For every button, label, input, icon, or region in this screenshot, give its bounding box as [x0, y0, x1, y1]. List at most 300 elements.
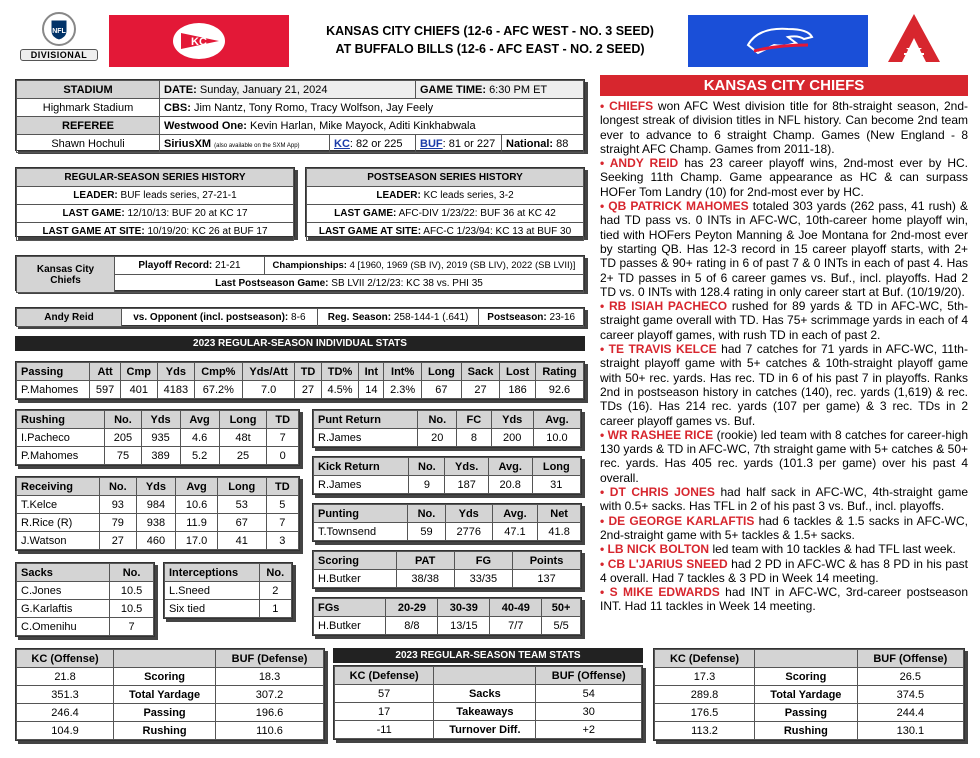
post-series-title: POSTSEASON SERIES HISTORY: [307, 169, 584, 187]
bullet-icon: •: [600, 485, 610, 500]
scoring-header: Points: [513, 552, 581, 570]
date-label: DATE:: [164, 83, 197, 96]
bottom_right-cell: Scoring: [755, 668, 858, 686]
individual-stats-title: 2023 REGULAR-SEASON INDIVIDUAL STATS: [15, 336, 585, 351]
fgs-header: FGs: [314, 599, 386, 617]
punting-header: No.: [408, 505, 446, 523]
receiving-cell: 5: [266, 496, 298, 514]
bills-logo-block: [688, 15, 868, 67]
rushing-header: Rushing: [17, 411, 105, 429]
passing-header: TD: [295, 363, 321, 381]
rushing-table: [15, 409, 300, 466]
receiving-header: TD: [266, 478, 298, 496]
stadium-label: STADIUM: [17, 81, 160, 99]
bottom_right-cell: 244.4: [857, 704, 963, 722]
bottom_left-row: [17, 704, 324, 722]
bottom_mid-row: [335, 721, 642, 739]
punt_ret-header: Punt Return: [314, 411, 418, 429]
passing-cell: 92.6: [535, 381, 583, 399]
kick_ret-cell: 20.8: [488, 476, 532, 494]
bottom_right-cell: 289.8: [655, 686, 755, 704]
bottom_right-cell: 26.5: [857, 668, 963, 686]
scoring-table: [312, 550, 582, 589]
rushing-header: TD: [267, 411, 299, 429]
bottom_left-cell: Total Yardage: [114, 686, 216, 704]
bottom_left-header: [114, 650, 216, 668]
bottom_right-cell: 130.1: [857, 722, 963, 740]
fgs-cell: 5/5: [542, 617, 581, 635]
bottom_mid-cell: Sacks: [434, 685, 536, 703]
referee-name: Shawn Hochuli: [17, 135, 160, 153]
receiving-cell: 10.6: [176, 496, 217, 514]
rushing-row: [17, 447, 299, 465]
note-text: won AFC West division title for 8th-straight season, 2nd-longest streak of division titles in NFL history. Can become 2nd team ever to advance to 6 straight Champ. Games (New England - 8 straight AFC Champ. Games from 2011-18).: [600, 99, 968, 156]
bullet-icon: •: [600, 199, 609, 214]
coach-name: Andy Reid: [17, 309, 122, 327]
bottom_left-row: [17, 668, 324, 686]
punt_ret-header: No.: [418, 411, 457, 429]
bottom_left-cell: Scoring: [114, 668, 216, 686]
receiving-header: Avg: [176, 478, 217, 496]
punt_ret-cell: 20: [418, 429, 457, 447]
ints-row: [165, 600, 292, 618]
coach-post-label: Postseason:: [487, 312, 547, 323]
passing-header: Yds/Att: [242, 363, 295, 381]
rushing-header: Yds: [141, 411, 180, 429]
scoring-header: PAT: [396, 552, 454, 570]
kick_ret-header: Yds.: [445, 458, 488, 476]
passing-cell: 67.2%: [194, 381, 242, 399]
sacks-header: No.: [110, 564, 154, 582]
kick_ret-header: Avg.: [488, 458, 532, 476]
note-text: had 7 catches for 71 yards in AFC-WC, 11th-straight playoff game with 5+ catches & 10th-straight playoff game with 50+ rec. yards. Has rec. TD in 6 of his past 7 in playoffs. Ranks 2nd in postseason history in catches (140), rec. yards (1,619) & rec. TDs (16). Has 214 rec. yards (107 per game) & 3 rec. TDs in 2 career playoff games vs. Buf.: [600, 342, 968, 428]
punting-cell: 41.8: [538, 523, 581, 541]
bullet-icon: •: [600, 513, 609, 528]
fgs-cell: 7/7: [490, 617, 542, 635]
note-item: [600, 199, 968, 299]
note-lead: DE GEORGE KARLAFTIS: [608, 513, 755, 528]
passing-cell: 67: [422, 381, 462, 399]
passing-header: Int%: [384, 363, 422, 381]
matchup-title: [300, 22, 680, 58]
note-lead: RB ISIAH PACHECO: [609, 299, 728, 314]
punt_ret-header: Yds: [491, 411, 533, 429]
punting-cell: 2776: [445, 523, 492, 541]
buf-channel-link[interactable]: BUF: [420, 137, 443, 150]
note-item: [600, 585, 968, 614]
note-text: totaled 303 yards (262 pass, 41 rush) & had TD pass vs. 0 INTs in AFC-WC, 10th-career home playoff win, tied with HOFers Peyton Manning & Joe Montana for 2nd-most ever by starting QB. Has 12-3 record in 15 career playoff starts, with 2+ TD passes & 90+ rating in 6 of past 7 & 0 INTs in each of past 4. Has 2+ TD passes in 5 of 6 career games vs. Buf., incl. playoffs. Had 2 TD vs. 0 INTs with 128.4 rating in only career start at Buf. (10/19/20).: [600, 199, 968, 299]
siriusxm-note: (also available on the SXM App): [214, 142, 300, 149]
punt_ret-header: FC: [457, 411, 491, 429]
receiving-header: No.: [100, 478, 136, 496]
note-lead: WR RASHEE RICE: [607, 427, 714, 442]
notes-list: [600, 99, 968, 614]
rushing-header: Avg: [180, 411, 219, 429]
rushing-cell: I.Pacheco: [17, 429, 105, 447]
receiving-header: Long: [217, 478, 266, 496]
bottom_mid-cell: 54: [536, 685, 642, 703]
rushing-cell: 5.2: [180, 447, 219, 465]
bottom_right-header: [755, 650, 858, 668]
rushing-cell: 7: [267, 429, 299, 447]
scoring-header: FG: [454, 552, 512, 570]
passing-header: Yds: [157, 363, 194, 381]
receiving-cell: 3: [266, 532, 298, 550]
kick_ret-header: Kick Return: [314, 458, 409, 476]
game-info-panel: [15, 79, 585, 151]
bottom_right-row: [655, 704, 964, 722]
punt_ret-cell: 10.0: [533, 429, 580, 447]
bottom_right-cell: Rushing: [755, 722, 858, 740]
matchup-line-1: KANSAS CITY CHIEFS (12-6 - AFC WEST - NO. 3 SEED): [326, 24, 654, 38]
coach-panel: [15, 307, 585, 326]
bullet-icon: •: [600, 99, 610, 113]
bottom_right-header: KC (Defense): [655, 650, 755, 668]
receiving-cell: 460: [136, 532, 176, 550]
bottom_right-cell: 17.3: [655, 668, 755, 686]
championships: 4 [1960, 1969 (SB IV), 2019 (SB LIV), 2022 (SB LVII)]: [349, 260, 576, 271]
rushing-header: No.: [105, 411, 141, 429]
bottom_left-cell: Passing: [114, 704, 216, 722]
note-text: has 23 career playoff wins, 2nd-most ever by HC. Seeking 11th Champ. Game appearance as HC & can surpass HOFer Tom Landry (10) for 2nd-most ever by HC.: [600, 156, 968, 199]
receiving-cell: 67: [217, 514, 266, 532]
receiving-cell: 7: [266, 514, 298, 532]
bottom_right-row: [655, 722, 964, 740]
passing-header: Cmp: [120, 363, 157, 381]
passing-cell: 7.0: [242, 381, 295, 399]
receiving-cell: 27: [100, 532, 136, 550]
receiving-header: Receiving: [17, 478, 100, 496]
buf-channels: : 81 or 227: [442, 137, 496, 150]
fgs-cell: 13/15: [438, 617, 490, 635]
coach-reg-label: Reg. Season:: [327, 312, 392, 323]
punt_ret-cell: 200: [491, 429, 533, 447]
coach-reg: 258-144-1 (.641): [393, 312, 469, 323]
passing-header: Passing: [17, 363, 90, 381]
note-item: [600, 156, 968, 199]
passing-header: Int: [359, 363, 384, 381]
bullet-icon: •: [600, 585, 610, 600]
referee-label: REFEREE: [17, 117, 160, 135]
reg-site-label: LAST GAME AT SITE:: [42, 226, 145, 237]
sacks-row: [17, 618, 154, 636]
kick_ret-header: No.: [409, 458, 445, 476]
receiving-row: [17, 514, 299, 532]
bottom_mid-cell: 17: [335, 703, 434, 721]
passing-table: [15, 361, 585, 400]
bottom_mid-cell: Turnover Diff.: [434, 721, 536, 739]
fgs-cell: H.Butker: [314, 617, 386, 635]
bottom_mid-header: KC (Defense): [335, 667, 434, 685]
kc-channels: : 82 or 225: [349, 137, 403, 150]
bottom_left-cell: 104.9: [17, 722, 114, 740]
fgs-cell: 8/8: [386, 617, 438, 635]
playoff-record: 21-21: [215, 260, 241, 271]
punt-return-table: [312, 409, 582, 448]
passing-cell: 14: [359, 381, 384, 399]
note-text: led team with 10 tackles & had TFL last week.: [709, 542, 956, 557]
punting-row: [314, 523, 581, 541]
ints-header: Interceptions: [165, 564, 260, 582]
kick_ret-cell: 187: [445, 476, 488, 494]
note-text: (rookie) led team with 8 catches for career-high 130 yards & TD in AFC-WC, 7th straight game with 5+ catches & 50+ rec. yards. Has 405 rec. yards (101.3 per game) over his past 4 overall.: [600, 427, 969, 485]
postseason-series-panel: [305, 167, 585, 237]
passing-cell: P.Mahomes: [17, 381, 90, 399]
note-item: [600, 514, 968, 543]
coach-opp: 8-6: [291, 312, 306, 323]
sacks-cell: C.Jones: [17, 582, 110, 600]
passing-cell: 27: [461, 381, 499, 399]
punt_ret-cell: R.James: [314, 429, 418, 447]
reg-leader-label: LEADER:: [73, 190, 118, 201]
scoring-header: Scoring: [314, 552, 397, 570]
afc-logo: [880, 12, 948, 70]
fgs-header: 50+: [542, 599, 581, 617]
kc-defense-vs-buf-offense: [653, 648, 965, 741]
kick_ret-cell: 31: [532, 476, 580, 494]
passing-header: Cmp%: [194, 363, 242, 381]
note-item: [600, 542, 968, 556]
rushing-cell: 48t: [219, 429, 267, 447]
bottom_left-cell: 246.4: [17, 704, 114, 722]
bottom_mid-cell: -11: [335, 721, 434, 739]
passing-cell: 597: [90, 381, 120, 399]
notes-title: KANSAS CITY CHIEFS: [600, 75, 968, 96]
national-channel: 88: [553, 137, 569, 150]
bottom_mid-cell: Takeaways: [434, 703, 536, 721]
receiving-header: Yds: [136, 478, 176, 496]
bottom_left-header: BUF (Defense): [216, 650, 324, 668]
bottom_left-cell: 351.3: [17, 686, 114, 704]
coach-post: 23-16: [549, 312, 576, 323]
rushing-cell: 205: [105, 429, 141, 447]
passing-header: Long: [422, 363, 462, 381]
bottom_mid-header: BUF (Offense): [536, 667, 642, 685]
field-goals-table: [312, 597, 582, 636]
receiving-cell: 11.9: [176, 514, 217, 532]
matchup-line-2: AT BUFFALO BILLS (12-6 - AFC EAST - NO. 2 SEED): [335, 42, 645, 56]
post-last-site: AFC-C 1/23/94: KC 13 at BUF 30: [423, 226, 572, 237]
passing-header: TD%: [321, 363, 359, 381]
passing-cell: 4.5%: [321, 381, 359, 399]
bottom_left-cell: 110.6: [216, 722, 324, 740]
receiving-cell: 41: [217, 532, 266, 550]
bottom_left-header: KC (Offense): [17, 650, 114, 668]
sacks-header: Sacks: [17, 564, 110, 582]
post-last-label: LAST GAME:: [334, 208, 397, 219]
ints-cell: L.Sneed: [165, 582, 260, 600]
reg-leader: BUF leads series, 27-21-1: [120, 190, 237, 201]
bullet-icon: •: [600, 556, 608, 571]
team-summary-panel: [15, 255, 585, 291]
ints-row: [165, 582, 292, 600]
scoring-cell: 38/38: [396, 570, 454, 588]
passing-header: Att: [90, 363, 120, 381]
national-label: National:: [506, 137, 554, 150]
note-lead: LB NICK BOLTON: [607, 542, 710, 557]
westwood-label: Westwood One:: [164, 119, 247, 132]
bottom_mid-cell: 57: [335, 685, 434, 703]
fgs-header: 30-39: [438, 599, 490, 617]
bottom_mid-row: [335, 685, 642, 703]
rushing-cell: P.Mahomes: [17, 447, 105, 465]
bottom_right-cell: Total Yardage: [755, 686, 858, 704]
punting-header: Yds: [445, 505, 492, 523]
receiving-cell: 17.0: [176, 532, 217, 550]
sacks-row: [17, 600, 154, 618]
post-last-game: AFC-DIV 1/23/22: BUF 36 at KC 42: [398, 208, 556, 219]
team-stats-block: [333, 648, 643, 740]
passing-row: [17, 381, 584, 399]
punting-header: Net: [538, 505, 581, 523]
bottom_right-cell: 113.2: [655, 722, 755, 740]
punting-cell: 47.1: [492, 523, 538, 541]
playoff-record-label: Playoff Record:: [138, 260, 213, 271]
bottom_mid-header: [434, 667, 536, 685]
rushing-row: [17, 429, 299, 447]
note-text: had half sack in AFC-WC, 4th-straight game with 0.5+ sacks. Has TFL in 2 of his past 3 vs. Buf., incl. playoffs.: [600, 485, 968, 514]
afc-shield-icon: [880, 12, 948, 70]
bullet-icon: •: [600, 427, 608, 442]
fgs-header: 40-49: [490, 599, 542, 617]
team-name: Kansas City Chiefs: [17, 257, 115, 293]
time-label: GAME TIME:: [420, 83, 486, 96]
bottom_left-cell: 18.3: [216, 668, 324, 686]
bullet-icon: •: [600, 542, 608, 557]
bullet-icon: •: [600, 342, 609, 357]
passing-header: Lost: [500, 363, 536, 381]
interceptions-table: [163, 562, 293, 619]
receiving-cell: 79: [100, 514, 136, 532]
bottom_left-cell: 21.8: [17, 668, 114, 686]
note-text: rushed for 89 yards & TD in AFC-WC, 5th-straight game overall with TD. Has 75+ scrimmage yards in each of 4 career playoff games, with rush TD in each of past 2.: [600, 299, 968, 342]
receiving-cell: R.Rice (R): [17, 514, 100, 532]
note-item: [600, 299, 968, 342]
nfl-text: NFL: [52, 28, 66, 35]
punting-header: Punting: [314, 505, 408, 523]
passing-header: Rating: [535, 363, 583, 381]
note-item: [600, 342, 968, 428]
note-item: [600, 99, 968, 156]
bottom_left-cell: Rushing: [114, 722, 216, 740]
scoring-cell: 33/35: [454, 570, 512, 588]
stadium-name: Highmark Stadium: [17, 99, 160, 117]
note-lead: QB PATRICK MAHOMES: [608, 199, 749, 214]
passing-cell: 27: [295, 381, 321, 399]
rushing-cell: 0: [267, 447, 299, 465]
bills-buffalo-icon: [688, 15, 868, 67]
reg-last-game: 12/10/13: BUF 20 at KC 17: [127, 208, 248, 219]
punt_ret-cell: 8: [457, 429, 491, 447]
receiving-cell: J.Watson: [17, 532, 100, 550]
receiving-table: [15, 476, 300, 551]
sacks-cell: 10.5: [110, 600, 154, 618]
note-lead: CB L'JARIUS SNEED: [607, 556, 728, 571]
sacks-table: [15, 562, 155, 637]
note-text: had 2 PD in AFC-WC & has 8 PD in his past 4 overall. Had 7 tackles & 3 PD in Week 14 meeting.: [600, 556, 968, 585]
note-item: [600, 428, 968, 485]
bottom_right-cell: 176.5: [655, 704, 755, 722]
punting-header: Avg.: [492, 505, 538, 523]
team-stats-title: 2023 REGULAR-SEASON TEAM STATS: [333, 648, 643, 663]
bottom_mid-cell: +2: [536, 721, 642, 739]
passing-cell: 401: [120, 381, 157, 399]
reg-series-title: REGULAR-SEASON SERIES HISTORY: [17, 169, 294, 187]
bottom_left-row: [17, 686, 324, 704]
divisional-label: DIVISIONAL: [20, 49, 98, 61]
note-lead: CHIEFS: [609, 99, 654, 113]
bottom_right-row: [655, 686, 964, 704]
sacks-cell: G.Karlaftis: [17, 600, 110, 618]
divisional-logo: [20, 12, 98, 64]
championships-label: Championships:: [272, 260, 347, 271]
kick-return-table: [312, 456, 582, 495]
receiving-row: [17, 532, 299, 550]
bottom_left-cell: 307.2: [216, 686, 324, 704]
passing-header: Sack: [461, 363, 499, 381]
punting-table: [312, 503, 582, 542]
kick_ret-header: Long: [532, 458, 580, 476]
bottom_mid-cell: 30: [536, 703, 642, 721]
punting-cell: 59: [408, 523, 446, 541]
coach-opp-label: vs. Opponent (incl. postseason):: [133, 312, 289, 323]
receiving-row: [17, 496, 299, 514]
nfl-shield-icon: [42, 12, 76, 46]
note-item: [600, 557, 968, 586]
bottom_mid-row: [335, 703, 642, 721]
note-lead: ANDY REID: [609, 156, 679, 171]
punt_ret-row: [314, 429, 581, 447]
ints-cell: 1: [259, 600, 291, 618]
svg-text:KC: KC: [191, 36, 207, 48]
bullet-icon: •: [600, 299, 609, 314]
post-site-label: LAST GAME AT SITE:: [318, 226, 422, 237]
rushing-cell: 75: [105, 447, 141, 465]
bullet-icon: •: [600, 156, 610, 171]
note-lead: S MIKE EDWARDS: [609, 585, 720, 600]
scoring-cell: H.Butker: [314, 570, 397, 588]
bottom_right-cell: Passing: [755, 704, 858, 722]
kc-offense-vs-buf-defense: [15, 648, 325, 741]
sacks-cell: 7: [110, 618, 154, 636]
bottom_right-cell: 374.5: [857, 686, 963, 704]
rushing-cell: 25: [219, 447, 267, 465]
kc-channel-link[interactable]: KC: [334, 137, 350, 150]
game-time: 6:30 PM ET: [489, 83, 548, 96]
fgs-header: 20-29: [386, 599, 438, 617]
scoring-cell: 137: [513, 570, 581, 588]
kick_ret-cell: R.James: [314, 476, 409, 494]
reg-last-label: LAST GAME:: [62, 208, 125, 219]
sacks-cell: C.Omenihu: [17, 618, 110, 636]
note-lead: DT CHRIS JONES: [609, 485, 715, 500]
note-lead: TE TRAVIS KELCE: [608, 342, 717, 357]
receiving-cell: 93: [100, 496, 136, 514]
kick_ret-row: [314, 476, 581, 494]
fgs-row: [314, 617, 581, 635]
regular-series-panel: [15, 167, 295, 237]
sacks-cell: 10.5: [110, 582, 154, 600]
rushing-header: Long: [219, 411, 267, 429]
last-postseason-label: Last Postseason Game:: [215, 278, 329, 289]
rushing-cell: 935: [141, 429, 180, 447]
chiefs-arrowhead-icon: [109, 15, 289, 67]
cbs-crew: Jim Nantz, Tony Romo, Tracy Wolfson, Jay Feely: [193, 101, 434, 114]
chiefs-logo-block: [109, 15, 289, 67]
note-item: [600, 485, 968, 514]
rushing-cell: 4.6: [180, 429, 219, 447]
bottom_left-cell: 196.6: [216, 704, 324, 722]
